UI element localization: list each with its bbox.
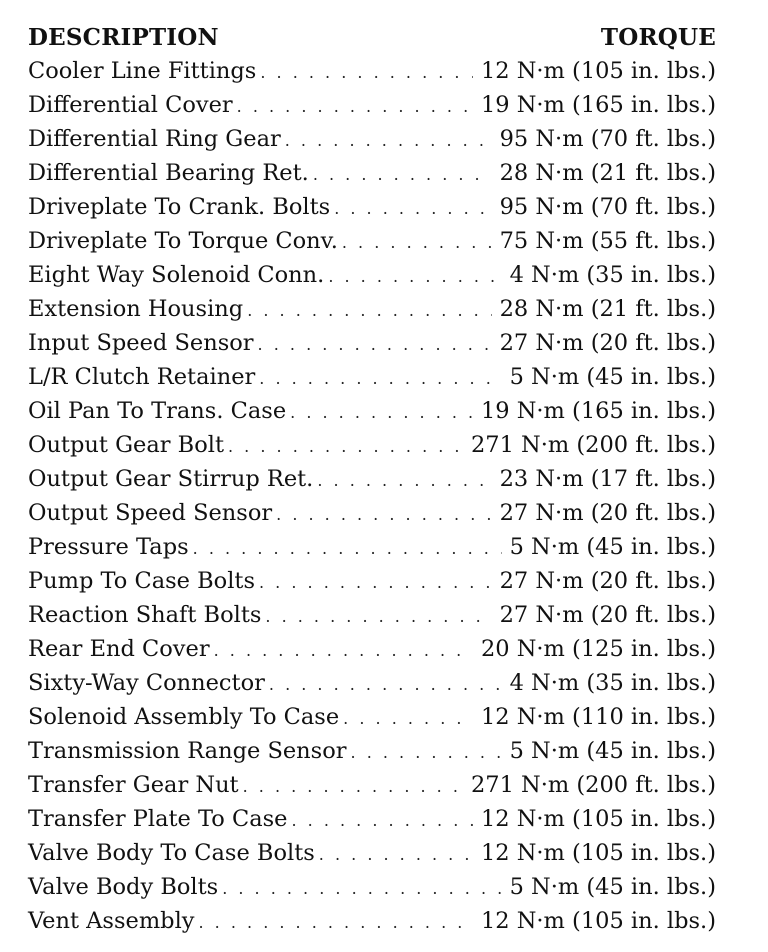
row-description: Valve Body Bolts	[28, 874, 219, 900]
row-description: Differential Bearing Ret.	[28, 160, 309, 186]
row-description: Output Gear Stirrup Ret.	[28, 466, 314, 492]
dot-leader	[247, 301, 491, 320]
dot-leader	[317, 471, 491, 490]
row-torque-value: 27 N·m (20 ft. lbs.)	[499, 500, 716, 526]
row-description: Cooler Line Fittings	[28, 58, 257, 84]
table-row	[28, 534, 716, 568]
dot-leader	[290, 403, 473, 422]
table-row	[28, 840, 716, 874]
dot-leader	[259, 573, 492, 592]
row-description: Pump To Case Bolts	[28, 568, 255, 594]
row-description: Driveplate To Crank. Bolts	[28, 194, 331, 220]
dot-leader	[258, 335, 492, 354]
dot-leader	[328, 267, 501, 286]
row-torque-value: 23 N·m (17 ft. lbs.)	[499, 466, 716, 492]
row-description: Output Gear Bolt	[28, 432, 224, 458]
row-torque-value: 12 N·m (105 in. lbs.)	[480, 58, 716, 84]
row-torque-value: 5 N·m (45 in. lbs.)	[509, 534, 716, 560]
table-row	[28, 806, 716, 840]
table-row	[28, 874, 716, 908]
torque-column-header: TORQUE	[600, 24, 716, 51]
row-description: Transfer Gear Nut	[28, 772, 239, 798]
table-row	[28, 772, 716, 806]
table-row	[28, 194, 716, 228]
row-torque-value: 12 N·m (105 in. lbs.)	[480, 908, 716, 934]
dot-leader	[259, 369, 501, 388]
table-row	[28, 398, 716, 432]
row-torque-value: 12 N·m (105 in. lbs.)	[480, 806, 716, 832]
table-row	[28, 262, 716, 296]
row-torque-value: 271 N·m (200 ft. lbs.)	[470, 432, 716, 458]
row-description: Extension Housing	[28, 296, 244, 322]
table-row	[28, 704, 716, 738]
dot-leader	[285, 131, 492, 150]
row-description: Differential Ring Gear	[28, 126, 281, 152]
row-description: Sixty-Way Connector	[28, 670, 265, 696]
dot-leader	[222, 879, 501, 898]
row-torque-value: 95 N·m (70 ft. lbs.)	[499, 194, 716, 220]
row-description: Driveplate To Torque Conv.	[28, 228, 338, 254]
dot-leader	[319, 845, 473, 864]
row-torque-value: 271 N·m (200 ft. lbs.)	[470, 772, 716, 798]
table-row	[28, 670, 716, 704]
dot-leader	[342, 233, 492, 252]
dot-leader	[265, 607, 491, 626]
dot-leader	[193, 539, 502, 558]
row-torque-value: 27 N·m (20 ft. lbs.)	[499, 602, 716, 628]
row-description: Valve Body To Case Bolts	[28, 840, 315, 866]
dot-leader	[313, 165, 492, 184]
dot-leader	[214, 641, 473, 660]
row-description: Output Speed Sensor	[28, 500, 273, 526]
row-torque-value: 20 N·m (125 in. lbs.)	[480, 636, 716, 662]
row-torque-value: 4 N·m (35 in. lbs.)	[509, 670, 716, 696]
table-row	[28, 466, 716, 500]
row-description: Differential Cover	[28, 92, 233, 118]
table-row	[28, 296, 716, 330]
dot-leader	[351, 743, 502, 762]
row-description: Pressure Taps	[28, 534, 189, 560]
table-row	[28, 364, 716, 398]
dot-leader	[243, 777, 463, 796]
row-torque-value: 95 N·m (70 ft. lbs.)	[499, 126, 716, 152]
row-torque-value: 28 N·m (21 ft. lbs.)	[499, 160, 716, 186]
table-row	[28, 92, 716, 126]
row-torque-value: 28 N·m (21 ft. lbs.)	[499, 296, 716, 322]
description-column-header: DESCRIPTION	[28, 24, 219, 51]
row-torque-value: 27 N·m (20 ft. lbs.)	[499, 330, 716, 356]
row-torque-value: 12 N·m (110 in. lbs.)	[480, 704, 716, 730]
row-description: Vent Assembly	[28, 908, 195, 934]
row-torque-value: 19 N·m (165 in. lbs.)	[480, 398, 716, 424]
dot-leader	[291, 811, 472, 830]
table-row	[28, 636, 716, 670]
row-description: Input Speed Sensor	[28, 330, 254, 356]
row-description: Transfer Plate To Case	[28, 806, 288, 832]
dot-leader	[269, 675, 502, 694]
row-description: Transmission Range Sensor	[28, 738, 347, 764]
table-row	[28, 602, 716, 636]
row-torque-value: 5 N·m (45 in. lbs.)	[509, 874, 716, 900]
table-row	[28, 432, 716, 466]
row-description: Reaction Shaft Bolts	[28, 602, 262, 628]
table-row	[28, 58, 716, 92]
table-row	[28, 908, 716, 942]
dot-leader	[260, 63, 473, 82]
table-row	[28, 160, 716, 194]
table-row	[28, 738, 716, 772]
table-row	[28, 228, 716, 262]
row-torque-value: 75 N·m (55 ft. lbs.)	[499, 228, 716, 254]
row-torque-value: 12 N·m (105 in. lbs.)	[480, 840, 716, 866]
row-description: Rear End Cover	[28, 636, 210, 662]
table-row	[28, 330, 716, 364]
row-torque-value: 5 N·m (45 in. lbs.)	[509, 738, 716, 764]
dot-leader	[334, 199, 491, 218]
table-row	[28, 126, 716, 160]
row-torque-value: 4 N·m (35 in. lbs.)	[509, 262, 716, 288]
dot-leader	[228, 437, 463, 456]
row-description: Oil Pan To Trans. Case	[28, 398, 287, 424]
row-description: Solenoid Assembly To Case	[28, 704, 340, 730]
row-torque-value: 5 N·m (45 in. lbs.)	[509, 364, 716, 390]
dot-leader	[237, 97, 473, 116]
table-row	[28, 500, 716, 534]
row-torque-value: 19 N·m (165 in. lbs.)	[480, 92, 716, 118]
row-torque-value: 27 N·m (20 ft. lbs.)	[499, 568, 716, 594]
row-description: L/R Clutch Retainer	[28, 364, 256, 390]
table-header	[28, 24, 716, 58]
torque-spec-list	[28, 58, 716, 942]
table-row	[28, 568, 716, 602]
row-description: Eight Way Solenoid Conn.	[28, 262, 325, 288]
dot-leader	[199, 913, 473, 932]
dot-leader	[343, 709, 473, 728]
torque-specification-table	[28, 24, 716, 942]
dot-leader	[276, 505, 491, 524]
